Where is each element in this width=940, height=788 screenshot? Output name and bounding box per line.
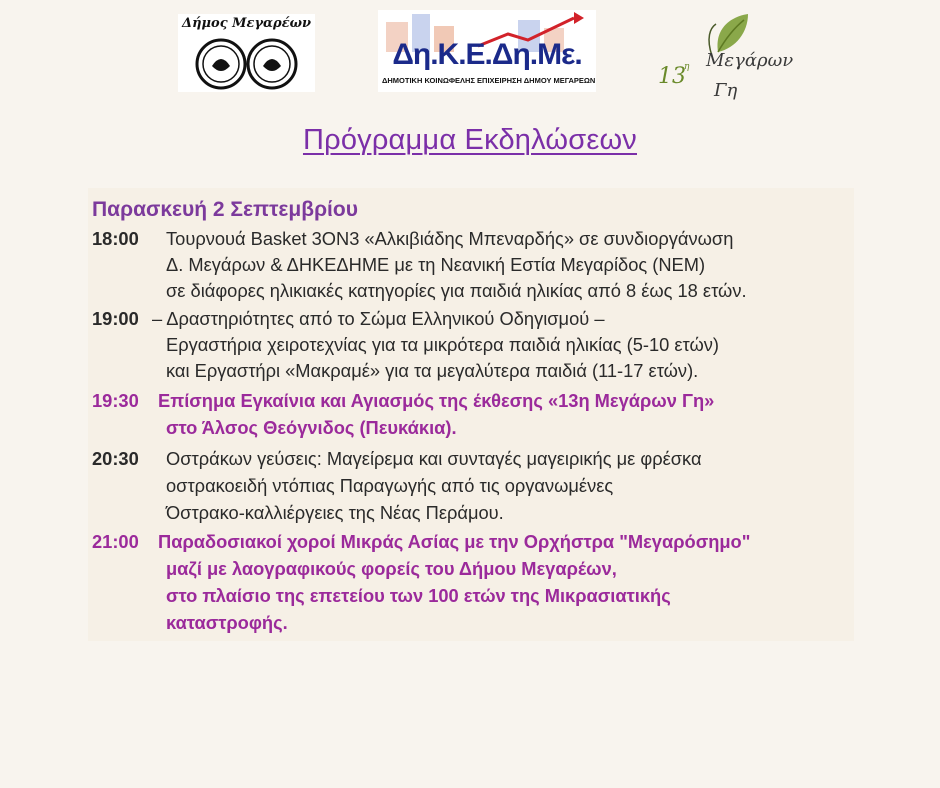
event-text: στο πλαίσιο της επετείου των 100 ετών της Μικρασιατικής [166,585,671,606]
event-time: 19:30 [92,390,139,411]
logo-word: Μεγάρων [706,50,794,71]
event-text: σε διάφορες ηλικιακές κατηγορίες για παιδιά ηλικίας από 8 έως 18 ετών. [166,280,747,301]
event-text: Επίσημα Εγκαίνια και Αγιασμός της έκθεσης «13η Μεγάρων Γη» [158,390,715,411]
event-time: 19:00 [92,308,139,329]
event-text: Παραδοσιακοί χοροί Μικράς Ασίας με την Ορχήστρα "Μεγαρόσημο" [158,531,751,552]
event-text: Τουρνουά Basket 3ON3 «Αλκιβιάδης Μπεναρδής» σε συνδιοργάνωση [166,228,734,249]
event-text: Εργαστήρια χειροτεχνίας για τα μικρότερα παιδιά ηλικίας (5-10 ετών) [166,334,720,355]
event-text: οστρακοειδή ντόπιας Παραγωγής από τις οργανωμένες [166,475,614,496]
logo-superscript: η [684,62,690,72]
page-title: Πρόγραμμα Εκδηλώσεων [302,124,637,156]
event-program [88,188,854,641]
logo-word-2: Γη [714,80,738,101]
dimos-megareon-logo [178,14,315,92]
event-time: 20:30 [92,448,139,469]
megaron-gi-logo [648,12,798,108]
event-text: καταστροφής. [166,612,288,633]
event-text: μαζί με λαογραφικούς φορείς του Δήμου Μεγαρέων, [166,558,617,579]
dhkedhme-subtitle: ΔΗΜΟΤΙΚΗ ΚΟΙΝΩΦΕΛΗΣ ΕΠΙΧΕΙΡΗΣΗ ΔΗΜΟΥ ΜΕΓΑΡΕΩΝ [382,76,596,85]
dhkedhme-logo [378,10,596,92]
event-time: 18:00 [92,228,139,249]
event-text: Όστρακο-καλλιέργειες της Νέας Περάμου. [166,502,504,523]
day-heading: Παρασκευή 2 Σεπτεμβρίου [92,198,358,221]
event-text: στο Άλσος Θεόγνιδος (Πευκάκια). [166,417,457,438]
event-text: – Δραστηριότητες από το Σώμα Ελληνικού Οδηγισμού – [152,308,605,329]
event-text: και Εργαστήρι «Μακραμέ» για τα μεγαλύτερα παιδιά (11-17 ετών). [166,360,699,381]
dhkedhme-brand: Δη.Κ.Ε.Δη.Με. [392,38,582,71]
dimos-logo-title: Δήμος Μεγαρέων [182,16,311,31]
logo-number: 13 [658,64,686,89]
event-text: Οστράκων γεύσεις: Μαγείρεμα και συνταγές μαγειρικής με φρέσκα [166,448,702,469]
coins-icon [178,36,315,92]
event-text: Δ. Μεγάρων & ΔΗΚΕΔΗΜΕ με τη Νεανική Εστία Μεγαρίδος (ΝΕΜ) [166,254,706,275]
event-time: 21:00 [92,531,139,552]
logo-bar [0,8,940,108]
